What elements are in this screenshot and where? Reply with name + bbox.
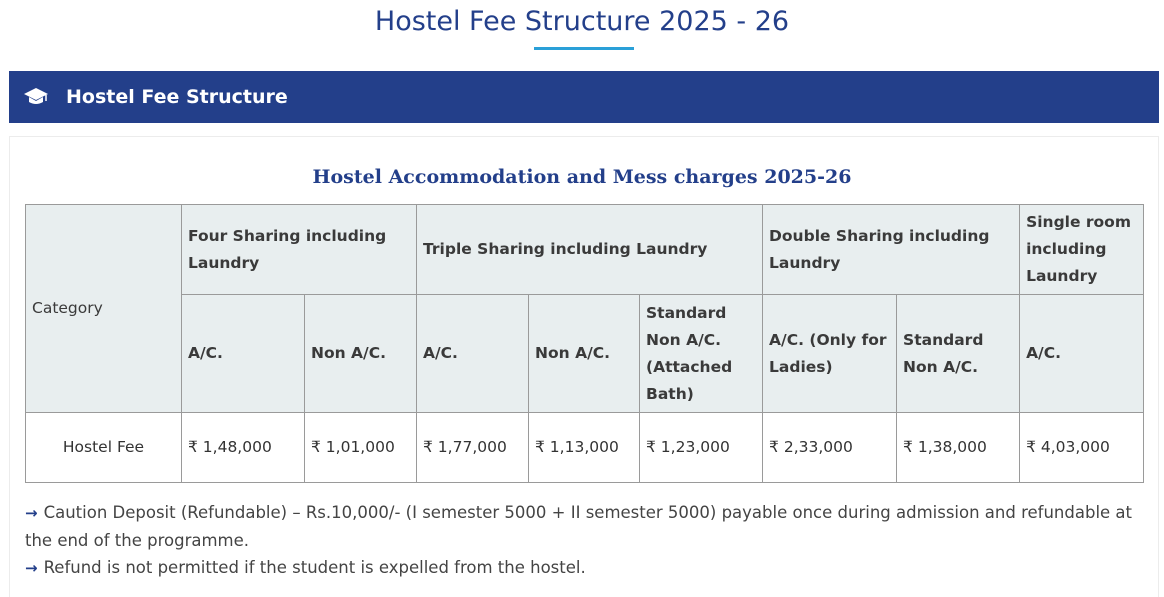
group-header-four-sharing: Four Sharing including Laundry [182,205,417,295]
note-item [25,499,1135,554]
arrow-right-icon: → [25,559,38,577]
table-caption: Hostel Accommodation and Mess charges 2025-26 [312,166,852,188]
subheader-double-standard-non-ac: Standard Non A/C. [897,295,1020,413]
section-header [9,71,1159,123]
fee-cell: ₹ 1,13,000 [529,413,640,483]
title-underline [534,47,634,50]
subheader-four-ac: A/C. [182,295,305,413]
fee-cell: ₹ 1,77,000 [417,413,529,483]
note-refund-policy: Refund is not permitted if the student is expelled from the hostel. [43,558,586,577]
note-caution-deposit: Caution Deposit (Refundable) – Rs.10,000/- (I semester 5000 + II semester 5000) payable once during admission and refundable at the end of the programme. [25,503,1133,550]
subheader-triple-ac: A/C. [417,295,529,413]
subheader-triple-standard-attached: Standard Non A/C. (Attached Bath) [640,295,763,413]
subheader-single-ac: A/C. [1020,295,1144,413]
category-header: Category [26,205,182,413]
fee-cell: ₹ 2,33,000 [763,413,897,483]
graduation-cap-icon [23,87,49,107]
subheader-four-non-ac: Non A/C. [305,295,417,413]
arrow-right-icon: → [25,504,38,522]
fee-cell: ₹ 1,01,000 [305,413,417,483]
note-item [25,554,1135,582]
subheader-double-ac-ladies: A/C. (Only for Ladies) [763,295,897,413]
table-row [26,413,1144,483]
notes-list [25,499,1135,582]
group-header-single-room: Single room including Laundry [1020,205,1144,295]
fee-table [25,204,1144,483]
fee-cell: ₹ 1,48,000 [182,413,305,483]
fee-cell: ₹ 4,03,000 [1020,413,1144,483]
group-header-triple-sharing: Triple Sharing including Laundry [417,205,763,295]
section-title: Hostel Fee Structure [66,86,288,108]
page-title: Hostel Fee Structure 2025 - 26 [374,6,790,37]
fee-cell: ₹ 1,38,000 [897,413,1020,483]
row-label-hostel-fee: Hostel Fee [26,413,182,483]
fee-cell: ₹ 1,23,000 [640,413,763,483]
subheader-triple-non-ac: Non A/C. [529,295,640,413]
group-header-double-sharing: Double Sharing including Laundry [763,205,1020,295]
